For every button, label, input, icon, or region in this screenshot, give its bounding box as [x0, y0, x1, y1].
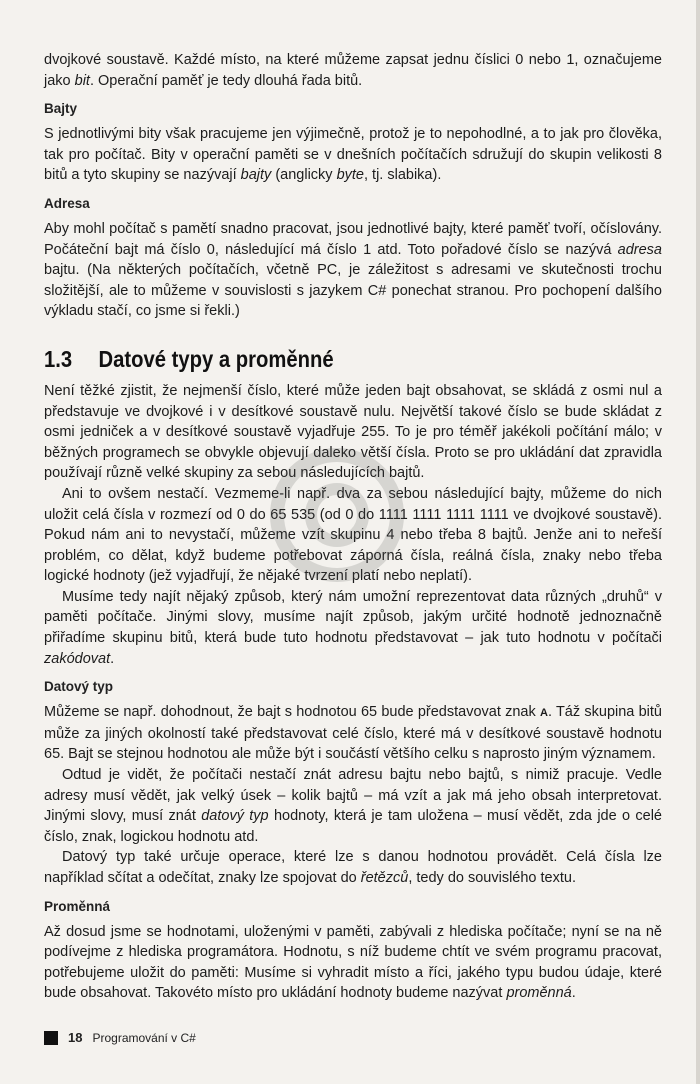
page-footer [44, 1030, 196, 1045]
section-title: Datové typy a proměnné [98, 345, 334, 372]
subheading-datovy-typ: Datový typ [44, 679, 114, 695]
section-paragraph-2: Ani to ovšem nestačí. Vezmeme-li např. dva za sebou následující bajty, můžeme do nich uložit celá čísla v rozmezí od 0 do 65 535 (od 0 do 1111 1111 1111 1111 ve dvojkové soustavě). Pokud nám ani to nevystačí, můžeme vzít skupinu 4 nebo třeba 8 bajtů. Jenže ani to neřeší problém, co dělat, když budeme potřebovat záporná čísla, reálná čísla, znaky nebo třeba logické hodnoty (jež vyjadřují, že nějaké tvrzení platí nebo neplatí). [44, 485, 662, 585]
book-title: Programování v C# [92, 1030, 196, 1045]
subheading-promenna: Proměnná [44, 898, 111, 914]
section-number: 1.3 [44, 345, 73, 372]
char-code: A [539, 707, 548, 720]
datovy-paragraph-1: Můžeme se např. dohodnout, že bajt s hodnotou 65 bude představovat znak A. Táž skupina bitů může za jiných okolností také představovat celé číslo, které má v desítkové soustavě hodnotu 65. Bajt se stejnou hodnotou ale může být i součástí většího celku s naprosto jiným významem. [44, 704, 662, 763]
bajty-paragraph: S jednotlivými bity však pracujeme jen výjimečně, protož je to nepohodlné, a to jak pro člověka, tak pro počítač. Bity v operační paměti se v dnešních počítačích sdružují do skupin velikosti 8 bitů a tyto skupiny se nazývají bajty (anglicky byte, tj. slabika). [44, 126, 662, 184]
page-number: 18 [68, 1030, 83, 1045]
section-heading [44, 346, 588, 373]
subheading-bajty: Bajty [44, 101, 78, 117]
footer-marker [44, 1031, 58, 1045]
section-paragraph-1: Není těžké zjistit, že nejmenší číslo, které může jeden bajt obsahovat, se skládá z osmi nul a představuje ve dvojkové i v desítkové soustavě nulu. Největší takové číslo se bude skládat z osmi jedniček a v desítkové soustavě vyjadřuje 255. To je pro téměř jakékoli počítání málo; v běžných programech se obvykle objevují daleko větší čísla. Proto se pro ukládání dat zpravidla používají různě velké skupiny za sebou následujících bajtů. [44, 382, 662, 482]
subheading-adresa: Adresa [44, 195, 90, 211]
page-edge [696, 0, 700, 1084]
intro-paragraph: dvojkové soustavě. Každé místo, na které můžeme zapsat jednu číslici 0 nebo 1, označujeme jako bit. Operační paměť je tedy dlouhá řada bitů. [44, 52, 662, 89]
section-paragraph-3: Musíme tedy najít nějaký způsob, který nám umožní reprezentovat data různých „druhů“ v paměti počítače. Jinými slovy, musíme najít způsob, jakým určité hodnotě jednoznačně přiřadíme skupinu bitů, která bude tuto hodnotu představovat – jak tuto hodnotu v počítači zakódovat. [44, 588, 662, 667]
datovy-paragraph-3: Datový typ také určuje operace, které lze s danou hodnotou provádět. Celá čísla lze například sčítat a odečítat, znaky lze spojovat do řetězců, tedy do souvislého textu. [44, 849, 662, 886]
adresa-paragraph: Aby mohl počítač s pamětí snadno pracovat, jsou jednotlivé bajty, které paměť tvoří, očíslovány. Počáteční bajt má číslo 0, následující má číslo 1 atd. Toto pořadové číslo se nazývá adresa bajtu. (Na některých počítačích, včetně PC, je záležitost s adresami ve skutečnosti trochu složitější, ale to můžeme v souvislosti s jazykem C# ponechat stranou. Pro pochopení dalšího výkladu stačí, co jsme si řekli.) [44, 220, 662, 320]
page-content [44, 50, 662, 1004]
datovy-paragraph-2: Odtud je vidět, že počítači nestačí znát adresu bajtu nebo bajtů, s nimiž pracuje. Vedle adresy musí vědět, jak velký úsek – kolik bajtů – má vzít a jak má jeho obsah interpretovat. Jinými slovy, musí znát datový typ hodnoty, která je tam uložena – musí vědět, zda jde o celé číslo, znak, logickou hodnotu atd. [44, 767, 662, 845]
promenna-paragraph: Až dosud jsme se hodnotami, uloženými v paměti, zabývali z hlediska počítače; nyní se na ně podívejme z hlediska programátora. Hodnotu, s níž budeme chtít ve svém programu pracovat, potřebujeme uložit do paměti: Musíme si vyhradit místo a říci, jakého typu budou údaje, které bude obsahovat. Takovéto místo pro ukládání hodnoty budeme nazývat proměnná. [44, 923, 662, 1002]
